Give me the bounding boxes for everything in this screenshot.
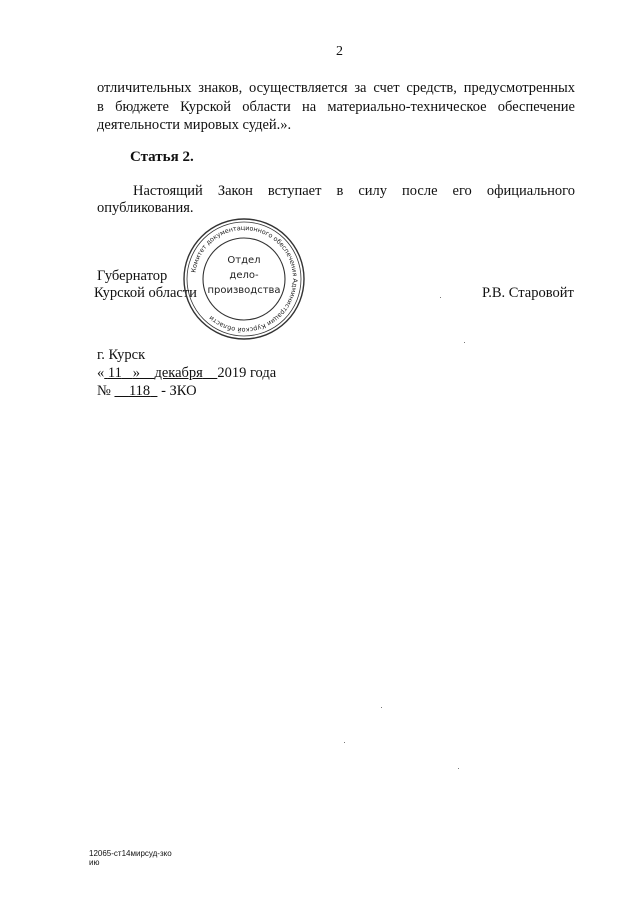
date-year: 2019 года	[217, 365, 277, 381]
scan-speck	[440, 297, 441, 298]
number-value: 118	[128, 383, 151, 399]
paragraph-text: в бюджете Курской области на материально-техническое обеспечение	[97, 99, 575, 115]
paragraph-line-1	[97, 80, 575, 97]
stamp-center-line-3: производства	[207, 285, 281, 296]
paragraph-line-3: деятельности мировых судей.».	[97, 117, 292, 133]
number-sign: №	[97, 383, 111, 399]
footer-line-2: ию	[89, 858, 100, 867]
date-month: декабря	[154, 365, 203, 381]
article-line-2: опубликования.	[97, 200, 194, 216]
stamp-center-line-1: Отдел	[227, 255, 261, 266]
date-line	[97, 365, 276, 382]
number-suffix: - ЗКО	[161, 383, 197, 399]
number-line	[97, 383, 197, 400]
article-line-1	[133, 183, 575, 200]
paragraph-text: отличительных знаков, осуществляется за счет средств, предусмотренных	[97, 80, 575, 96]
official-stamp	[180, 215, 308, 343]
stamp-center-line-2: дело-	[229, 270, 259, 281]
stamp-ring-text: Комитет документационного обеспечения Администрации Курской области	[189, 223, 300, 335]
article-text: Настоящий Закон вступает в силу после его официального	[133, 183, 575, 199]
scan-speck	[464, 342, 465, 343]
date-day	[104, 365, 217, 381]
paragraph-line-2	[97, 99, 575, 116]
footer-line-1: 12065-ст14мирсуд-зко	[89, 849, 172, 858]
date-open-quote: «	[97, 365, 105, 381]
date-close-quote: »	[132, 365, 140, 381]
signature-title-line-2: Курской области	[94, 285, 197, 301]
number-value-field	[114, 383, 157, 399]
date-day-value: 11	[107, 365, 122, 381]
signature-name: Р.В. Старовойт	[482, 285, 574, 301]
page-number: 2	[336, 44, 343, 59]
scan-speck	[381, 707, 382, 708]
place: г. Курск	[97, 347, 146, 363]
signature-title-line-1: Губернатор	[97, 268, 168, 284]
scan-speck	[344, 742, 345, 743]
scan-speck	[458, 768, 459, 769]
article-heading: Статья 2.	[130, 149, 194, 165]
